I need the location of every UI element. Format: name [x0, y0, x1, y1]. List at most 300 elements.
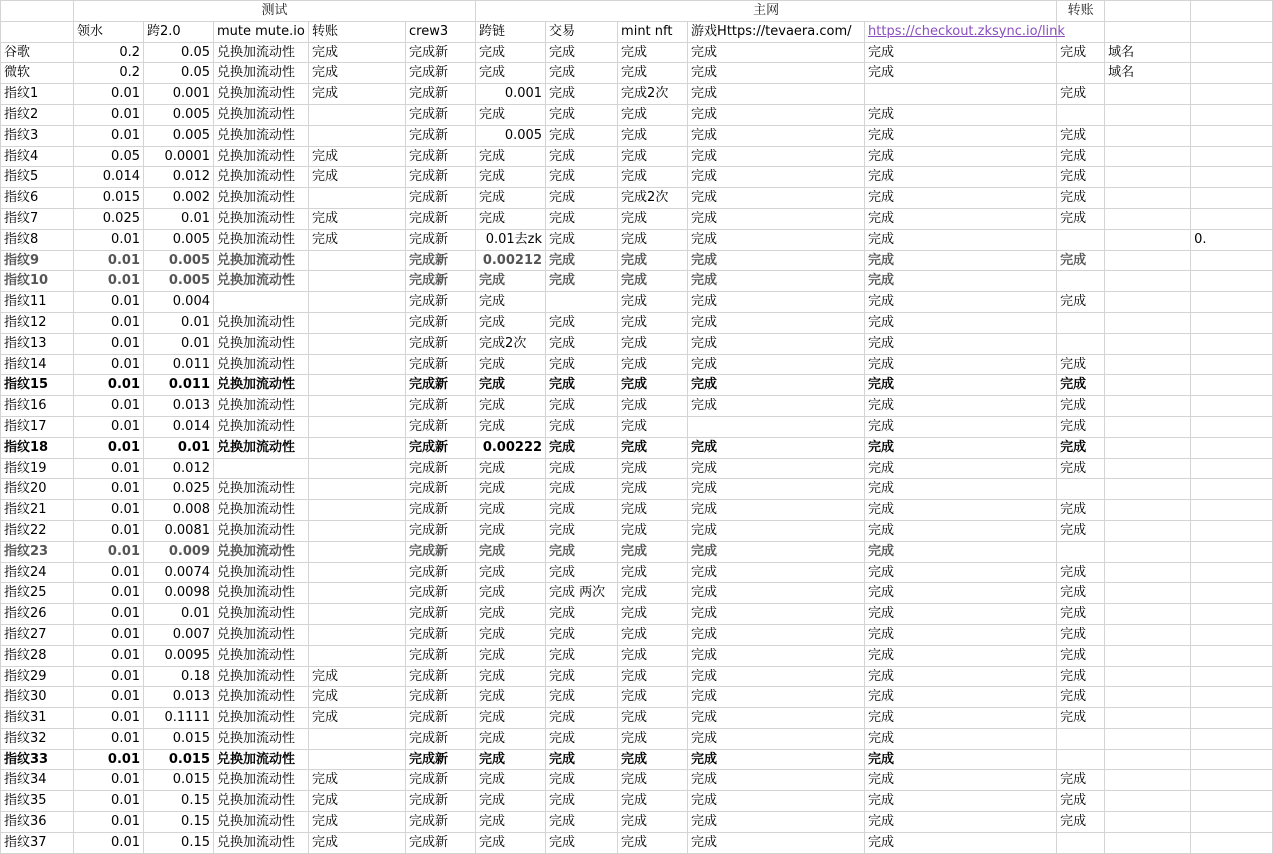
- table-cell[interactable]: 0.008: [144, 500, 214, 521]
- table-cell[interactable]: 完成新: [406, 541, 476, 562]
- table-cell[interactable]: 域名: [1105, 63, 1191, 84]
- table-cell[interactable]: 完成: [618, 167, 688, 188]
- table-cell[interactable]: 完成: [618, 416, 688, 437]
- table-cell[interactable]: 完成: [546, 624, 618, 645]
- table-cell[interactable]: [1191, 562, 1273, 583]
- table-cell[interactable]: 完成: [476, 167, 546, 188]
- table-cell[interactable]: 0.002: [144, 188, 214, 209]
- table-cell[interactable]: 完成: [1057, 687, 1105, 708]
- table-cell[interactable]: 0.0001: [144, 146, 214, 167]
- column-header-0[interactable]: [1, 21, 74, 42]
- table-cell[interactable]: 完成: [309, 770, 406, 791]
- table-cell[interactable]: 完成: [476, 604, 546, 625]
- table-cell[interactable]: 完成: [865, 770, 1057, 791]
- table-cell[interactable]: 完成: [546, 812, 618, 833]
- table-cell[interactable]: [309, 437, 406, 458]
- table-cell[interactable]: 兑换加流动性: [214, 63, 309, 84]
- row-label-cell[interactable]: 指纹30: [1, 687, 74, 708]
- table-cell[interactable]: [309, 312, 406, 333]
- table-cell[interactable]: [1191, 666, 1273, 687]
- table-cell[interactable]: 0.01: [144, 312, 214, 333]
- table-cell[interactable]: 完成: [618, 229, 688, 250]
- table-cell[interactable]: 完成: [688, 541, 865, 562]
- table-cell[interactable]: 兑换加流动性: [214, 812, 309, 833]
- table-cell[interactable]: 完成: [865, 271, 1057, 292]
- table-cell[interactable]: 完成: [546, 604, 618, 625]
- row-label-cell[interactable]: 指纹31: [1, 708, 74, 729]
- table-cell[interactable]: [1105, 645, 1191, 666]
- table-cell[interactable]: 完成: [618, 208, 688, 229]
- table-cell[interactable]: 完成: [476, 791, 546, 812]
- group-header-test[interactable]: 测试: [74, 1, 476, 22]
- table-cell[interactable]: 完成: [1057, 458, 1105, 479]
- table-cell[interactable]: 完成新: [406, 562, 476, 583]
- table-cell[interactable]: [309, 104, 406, 125]
- table-cell[interactable]: 完成: [688, 583, 865, 604]
- table-cell[interactable]: 完成: [688, 687, 865, 708]
- table-cell[interactable]: [1105, 437, 1191, 458]
- table-cell[interactable]: 完成: [476, 375, 546, 396]
- table-cell[interactable]: 0.01: [74, 562, 144, 583]
- table-cell[interactable]: 完成新: [406, 84, 476, 105]
- table-cell[interactable]: [1191, 146, 1273, 167]
- table-cell[interactable]: 0.01: [144, 437, 214, 458]
- table-cell[interactable]: [1105, 375, 1191, 396]
- table-cell[interactable]: 完成: [309, 63, 406, 84]
- table-cell[interactable]: 完成: [309, 84, 406, 105]
- table-cell[interactable]: 完成: [1057, 146, 1105, 167]
- table-cell[interactable]: 完成新: [406, 687, 476, 708]
- table-cell[interactable]: 0.05: [144, 63, 214, 84]
- table-cell[interactable]: 0.001: [144, 84, 214, 105]
- table-cell[interactable]: 完成: [546, 63, 618, 84]
- table-cell[interactable]: 兑换加流动性: [214, 770, 309, 791]
- row-label-cell[interactable]: 指纹33: [1, 749, 74, 770]
- table-cell[interactable]: [1105, 250, 1191, 271]
- table-cell[interactable]: [1105, 687, 1191, 708]
- table-cell[interactable]: [309, 479, 406, 500]
- table-cell[interactable]: 0.00212: [476, 250, 546, 271]
- table-cell[interactable]: 完成: [618, 604, 688, 625]
- table-cell[interactable]: 完成: [618, 437, 688, 458]
- table-cell[interactable]: [214, 458, 309, 479]
- table-cell[interactable]: 完成: [688, 271, 865, 292]
- table-cell[interactable]: 完成: [1057, 292, 1105, 313]
- column-header-5[interactable]: crew3: [406, 21, 476, 42]
- table-cell[interactable]: 完成: [546, 541, 618, 562]
- column-header-10[interactable]: [865, 21, 1065, 42]
- row-label-cell[interactable]: 指纹35: [1, 791, 74, 812]
- table-cell[interactable]: 0.01去zk: [476, 229, 546, 250]
- table-cell[interactable]: 完成: [476, 479, 546, 500]
- table-cell[interactable]: 0.013: [144, 396, 214, 417]
- table-cell[interactable]: [1191, 396, 1273, 417]
- row-label-cell[interactable]: 指纹3: [1, 125, 74, 146]
- table-cell[interactable]: 0.004: [144, 292, 214, 313]
- row-label-cell[interactable]: 谷歌: [1, 42, 74, 63]
- table-cell[interactable]: 完成: [309, 812, 406, 833]
- table-cell[interactable]: 完成: [618, 42, 688, 63]
- table-cell[interactable]: 0.01: [74, 624, 144, 645]
- table-cell[interactable]: 完成: [618, 749, 688, 770]
- table-cell[interactable]: 0.01: [74, 708, 144, 729]
- table-cell[interactable]: 完成: [618, 520, 688, 541]
- table-cell[interactable]: [1105, 188, 1191, 209]
- table-cell[interactable]: 完成: [688, 645, 865, 666]
- table-cell[interactable]: 0.01: [74, 520, 144, 541]
- table-cell[interactable]: [1105, 770, 1191, 791]
- table-cell[interactable]: [214, 292, 309, 313]
- table-cell[interactable]: 完成: [546, 791, 618, 812]
- row-label-cell[interactable]: 指纹37: [1, 832, 74, 853]
- table-cell[interactable]: [1191, 208, 1273, 229]
- table-cell[interactable]: 完成: [476, 42, 546, 63]
- table-cell[interactable]: 兑换加流动性: [214, 687, 309, 708]
- table-cell[interactable]: 完成: [865, 728, 1057, 749]
- table-cell[interactable]: 完成: [476, 104, 546, 125]
- table-cell[interactable]: [309, 250, 406, 271]
- table-cell[interactable]: 完成: [618, 250, 688, 271]
- table-cell[interactable]: [1191, 624, 1273, 645]
- table-cell[interactable]: 0.012: [144, 458, 214, 479]
- table-cell[interactable]: 完成: [865, 749, 1057, 770]
- table-cell[interactable]: [309, 188, 406, 209]
- table-cell[interactable]: [1105, 167, 1191, 188]
- cell[interactable]: [1, 1, 74, 22]
- table-cell[interactable]: [1105, 708, 1191, 729]
- table-cell[interactable]: [1105, 146, 1191, 167]
- table-cell[interactable]: [309, 562, 406, 583]
- row-label-cell[interactable]: 指纹27: [1, 624, 74, 645]
- table-cell[interactable]: [1191, 832, 1273, 853]
- table-cell[interactable]: 0.01: [74, 791, 144, 812]
- table-cell[interactable]: 0.01: [74, 604, 144, 625]
- column-header-3[interactable]: mute mute.io: [214, 21, 309, 42]
- row-label-cell[interactable]: 指纹34: [1, 770, 74, 791]
- table-cell[interactable]: [1191, 63, 1273, 84]
- table-cell[interactable]: [1105, 354, 1191, 375]
- table-cell[interactable]: 完成: [688, 708, 865, 729]
- table-cell[interactable]: [1105, 791, 1191, 812]
- table-cell[interactable]: 完成新: [406, 292, 476, 313]
- table-cell[interactable]: 完成: [546, 104, 618, 125]
- table-cell[interactable]: 完成: [688, 42, 865, 63]
- table-cell[interactable]: 完成: [865, 396, 1057, 417]
- table-cell[interactable]: 完成: [476, 770, 546, 791]
- table-cell[interactable]: 0.013: [144, 687, 214, 708]
- table-cell[interactable]: 完成: [618, 708, 688, 729]
- table-cell[interactable]: 完成 两次: [546, 583, 618, 604]
- table-cell[interactable]: [688, 416, 865, 437]
- table-cell[interactable]: 完成: [1057, 396, 1105, 417]
- table-cell[interactable]: [1105, 416, 1191, 437]
- table-cell[interactable]: 完成: [1057, 84, 1105, 105]
- table-cell[interactable]: 0.011: [144, 354, 214, 375]
- table-cell[interactable]: 完成: [618, 292, 688, 313]
- table-cell[interactable]: 0.2: [74, 42, 144, 63]
- table-cell[interactable]: 完成: [865, 42, 1057, 63]
- table-cell[interactable]: 0.15: [144, 791, 214, 812]
- table-cell[interactable]: 完成: [688, 520, 865, 541]
- row-label-cell[interactable]: 指纹13: [1, 333, 74, 354]
- table-cell[interactable]: 完成: [476, 708, 546, 729]
- table-cell[interactable]: 0.01: [74, 312, 144, 333]
- table-cell[interactable]: 0.005: [144, 104, 214, 125]
- table-cell[interactable]: 0.01: [74, 458, 144, 479]
- table-cell[interactable]: [1191, 437, 1273, 458]
- table-cell[interactable]: 完成: [865, 208, 1057, 229]
- table-cell[interactable]: [1191, 749, 1273, 770]
- table-cell[interactable]: 完成: [1057, 188, 1105, 209]
- table-cell[interactable]: 完成新: [406, 208, 476, 229]
- table-cell[interactable]: 完成: [546, 500, 618, 521]
- table-cell[interactable]: 完成: [865, 146, 1057, 167]
- table-cell[interactable]: 完成: [865, 125, 1057, 146]
- table-cell[interactable]: 完成: [688, 333, 865, 354]
- cell[interactable]: [1191, 1, 1273, 22]
- table-cell[interactable]: 完成: [476, 354, 546, 375]
- row-label-cell[interactable]: 指纹32: [1, 728, 74, 749]
- table-cell[interactable]: [1191, 708, 1273, 729]
- table-cell[interactable]: [865, 84, 1057, 105]
- table-cell[interactable]: [1191, 250, 1273, 271]
- table-cell[interactable]: 完成: [688, 812, 865, 833]
- table-cell[interactable]: [309, 500, 406, 521]
- table-cell[interactable]: 完成: [865, 312, 1057, 333]
- table-cell[interactable]: 0.005: [144, 229, 214, 250]
- table-cell[interactable]: 完成: [546, 749, 618, 770]
- table-cell[interactable]: 完成新: [406, 749, 476, 770]
- table-cell[interactable]: [1191, 167, 1273, 188]
- table-cell[interactable]: 完成: [688, 375, 865, 396]
- table-cell[interactable]: 兑换加流动性: [214, 84, 309, 105]
- table-cell[interactable]: 完成: [546, 250, 618, 271]
- table-cell[interactable]: 完成: [546, 416, 618, 437]
- table-cell[interactable]: 0.0081: [144, 520, 214, 541]
- column-header-4[interactable]: 转账: [309, 21, 406, 42]
- table-cell[interactable]: [1057, 271, 1105, 292]
- table-cell[interactable]: 0.01: [74, 125, 144, 146]
- row-label-cell[interactable]: 指纹6: [1, 188, 74, 209]
- table-cell[interactable]: [1191, 500, 1273, 521]
- table-cell[interactable]: 0.2: [74, 63, 144, 84]
- table-cell[interactable]: 完成新: [406, 167, 476, 188]
- table-cell[interactable]: 完成: [1057, 520, 1105, 541]
- table-cell[interactable]: 完成: [546, 188, 618, 209]
- table-cell[interactable]: 完成新: [406, 271, 476, 292]
- table-cell[interactable]: 0.0098: [144, 583, 214, 604]
- table-cell[interactable]: 完成新: [406, 479, 476, 500]
- table-cell[interactable]: 完成新: [406, 375, 476, 396]
- table-cell[interactable]: 0.014: [74, 167, 144, 188]
- table-cell[interactable]: 完成: [476, 832, 546, 853]
- table-cell[interactable]: 完成: [688, 167, 865, 188]
- table-cell[interactable]: [1105, 541, 1191, 562]
- table-cell[interactable]: 完成: [476, 624, 546, 645]
- table-cell[interactable]: 完成: [865, 292, 1057, 313]
- table-cell[interactable]: [309, 458, 406, 479]
- table-cell[interactable]: 完成: [865, 479, 1057, 500]
- table-cell[interactable]: 完成: [1057, 645, 1105, 666]
- row-label-cell[interactable]: 指纹29: [1, 666, 74, 687]
- table-cell[interactable]: 完成: [476, 520, 546, 541]
- table-cell[interactable]: [1105, 104, 1191, 125]
- table-cell[interactable]: 0.01: [74, 583, 144, 604]
- table-cell[interactable]: 0.01: [74, 645, 144, 666]
- table-cell[interactable]: 兑换加流动性: [214, 250, 309, 271]
- table-cell[interactable]: 完成: [865, 333, 1057, 354]
- table-cell[interactable]: 完成: [476, 312, 546, 333]
- table-cell[interactable]: [1057, 333, 1105, 354]
- table-cell[interactable]: 完成: [1057, 500, 1105, 521]
- row-label-cell[interactable]: 指纹14: [1, 354, 74, 375]
- table-cell[interactable]: 兑换加流动性: [214, 271, 309, 292]
- table-cell[interactable]: 完成: [476, 749, 546, 770]
- table-cell[interactable]: 完成新: [406, 791, 476, 812]
- table-cell[interactable]: 完成新: [406, 396, 476, 417]
- table-cell[interactable]: 完成: [865, 458, 1057, 479]
- table-cell[interactable]: 兑换加流动性: [214, 541, 309, 562]
- table-cell[interactable]: 兑换加流动性: [214, 791, 309, 812]
- table-cell[interactable]: 完成: [688, 125, 865, 146]
- table-cell[interactable]: 完成: [688, 666, 865, 687]
- table-cell[interactable]: 完成: [688, 728, 865, 749]
- table-cell[interactable]: 完成: [546, 375, 618, 396]
- table-cell[interactable]: 完成: [1057, 125, 1105, 146]
- row-label-cell[interactable]: 指纹23: [1, 541, 74, 562]
- table-cell[interactable]: [1105, 520, 1191, 541]
- table-cell[interactable]: 兑换加流动性: [214, 624, 309, 645]
- table-cell[interactable]: [1191, 333, 1273, 354]
- row-label-cell[interactable]: 指纹28: [1, 645, 74, 666]
- table-cell[interactable]: [1105, 562, 1191, 583]
- table-cell[interactable]: 完成: [476, 146, 546, 167]
- table-cell[interactable]: 完成: [1057, 437, 1105, 458]
- table-cell[interactable]: 完成: [618, 104, 688, 125]
- table-cell[interactable]: [1105, 666, 1191, 687]
- table-cell[interactable]: 完成: [618, 63, 688, 84]
- table-cell[interactable]: 完成: [865, 562, 1057, 583]
- table-cell[interactable]: 完成: [865, 437, 1057, 458]
- table-cell[interactable]: 完成: [309, 708, 406, 729]
- table-cell[interactable]: 0.01: [74, 728, 144, 749]
- table-cell[interactable]: 完成: [546, 125, 618, 146]
- table-cell[interactable]: 完成: [688, 188, 865, 209]
- table-cell[interactable]: 完成: [865, 541, 1057, 562]
- table-cell[interactable]: [1191, 125, 1273, 146]
- table-cell[interactable]: 完成: [865, 250, 1057, 271]
- table-cell[interactable]: 0.01: [74, 770, 144, 791]
- table-cell[interactable]: 兑换加流动性: [214, 708, 309, 729]
- table-cell[interactable]: 完成: [546, 479, 618, 500]
- table-cell[interactable]: [1191, 645, 1273, 666]
- table-cell[interactable]: 兑换加流动性: [214, 479, 309, 500]
- table-cell[interactable]: 完成: [309, 167, 406, 188]
- table-cell[interactable]: [1105, 229, 1191, 250]
- table-cell[interactable]: [1191, 188, 1273, 209]
- table-cell[interactable]: [1191, 479, 1273, 500]
- table-cell[interactable]: 完成新: [406, 500, 476, 521]
- table-cell[interactable]: 兑换加流动性: [214, 666, 309, 687]
- table-cell[interactable]: 完成: [865, 229, 1057, 250]
- table-cell[interactable]: 完成: [1057, 604, 1105, 625]
- table-cell[interactable]: 完成: [865, 791, 1057, 812]
- table-cell[interactable]: 完成: [618, 770, 688, 791]
- table-cell[interactable]: 完成: [309, 666, 406, 687]
- table-cell[interactable]: 0.01: [74, 749, 144, 770]
- table-cell[interactable]: 完成: [688, 104, 865, 125]
- row-label-cell[interactable]: 指纹9: [1, 250, 74, 271]
- table-cell[interactable]: 完成: [476, 583, 546, 604]
- table-cell[interactable]: [1105, 271, 1191, 292]
- table-cell[interactable]: 完成: [688, 604, 865, 625]
- table-cell[interactable]: 兑换加流动性: [214, 167, 309, 188]
- table-cell[interactable]: [1191, 375, 1273, 396]
- table-cell[interactable]: [1191, 458, 1273, 479]
- table-cell[interactable]: 完成: [476, 396, 546, 417]
- table-cell[interactable]: 完成: [476, 208, 546, 229]
- table-cell[interactable]: 完成新: [406, 104, 476, 125]
- table-cell[interactable]: [309, 375, 406, 396]
- table-cell[interactable]: 完成新: [406, 42, 476, 63]
- table-cell[interactable]: 完成: [476, 687, 546, 708]
- table-cell[interactable]: 完成: [1057, 375, 1105, 396]
- table-cell[interactable]: 0.01: [74, 832, 144, 853]
- table-cell[interactable]: 兑换加流动性: [214, 562, 309, 583]
- table-cell[interactable]: 0.01: [74, 250, 144, 271]
- table-cell[interactable]: [1105, 604, 1191, 625]
- table-cell[interactable]: [1191, 541, 1273, 562]
- table-cell[interactable]: [1105, 396, 1191, 417]
- table-cell[interactable]: 完成: [1057, 770, 1105, 791]
- column-header-9[interactable]: 游戏Https://tevaera.com/: [688, 21, 865, 42]
- table-cell[interactable]: 完成: [546, 770, 618, 791]
- row-label-cell[interactable]: 指纹15: [1, 375, 74, 396]
- table-cell[interactable]: 完成: [476, 666, 546, 687]
- row-label-cell[interactable]: 指纹22: [1, 520, 74, 541]
- table-cell[interactable]: [309, 604, 406, 625]
- table-cell[interactable]: 完成: [546, 42, 618, 63]
- table-cell[interactable]: 完成: [1057, 562, 1105, 583]
- table-cell[interactable]: [309, 125, 406, 146]
- table-cell[interactable]: 0.005: [144, 125, 214, 146]
- table-cell[interactable]: 0.01: [74, 333, 144, 354]
- table-cell[interactable]: 完成: [546, 437, 618, 458]
- table-cell[interactable]: [309, 583, 406, 604]
- column-header-2[interactable]: 跨2.0: [144, 21, 214, 42]
- table-cell[interactable]: 0.015: [144, 749, 214, 770]
- table-cell[interactable]: 完成: [688, 312, 865, 333]
- table-cell[interactable]: 完成: [688, 458, 865, 479]
- table-cell[interactable]: 完成: [546, 354, 618, 375]
- table-cell[interactable]: 0.015: [74, 188, 144, 209]
- column-header-12[interactable]: [1105, 21, 1191, 42]
- table-cell[interactable]: 完成: [688, 791, 865, 812]
- table-cell[interactable]: 完成: [865, 666, 1057, 687]
- table-cell[interactable]: 完成: [476, 292, 546, 313]
- table-cell[interactable]: 完成新: [406, 250, 476, 271]
- table-cell[interactable]: 0.01: [74, 479, 144, 500]
- table-cell[interactable]: 完成2次: [618, 188, 688, 209]
- table-cell[interactable]: [1191, 42, 1273, 63]
- table-cell[interactable]: 完成: [1057, 812, 1105, 833]
- table-cell[interactable]: 完成: [618, 666, 688, 687]
- table-cell[interactable]: 0.015: [144, 728, 214, 749]
- table-cell[interactable]: [1191, 84, 1273, 105]
- table-cell[interactable]: 完成: [546, 562, 618, 583]
- table-cell[interactable]: 完成: [476, 271, 546, 292]
- table-cell[interactable]: 完成: [688, 146, 865, 167]
